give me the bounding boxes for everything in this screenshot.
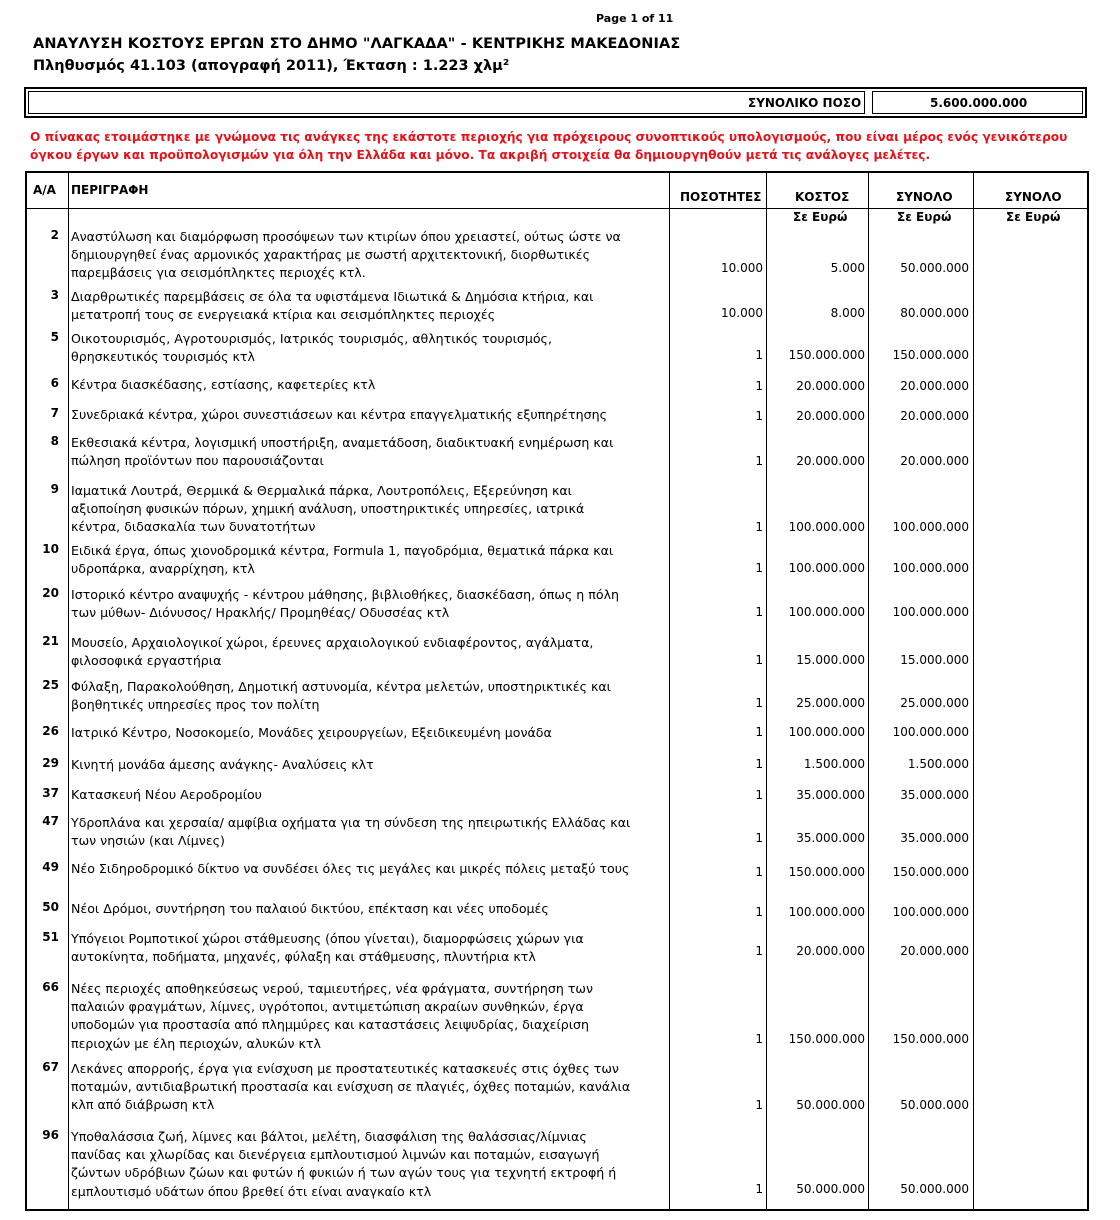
row-cost: 8.000 — [830, 306, 865, 320]
row-number: 25 — [42, 678, 59, 692]
description-line: κλπ από διάβρωση κτλ — [71, 1097, 215, 1113]
description-line: Φύλαξη, Παρακολούθηση, Δημοτική αστυνομία, κέντρα μελετών, υποστηρικτικές και — [71, 679, 611, 694]
description-line: Νέο Σιδηροδρομικό δίκτυο να συνδέσει όλες τις μεγάλες και μικρές πόλεις μεταξύ τους — [71, 861, 630, 876]
row-cost: 1.500.000 — [803, 757, 865, 771]
description-line: μετατροπή τους σε ενεργειακά κτίρια και σεισμόπληκτες περιοχές — [71, 307, 496, 323]
total-amount-label: ΣΥΝΟΛΙΚΟ ΠΟΣΟ — [748, 96, 862, 110]
description-line: Κέντρα διασκέδασης, εστίασης, καφετερίες κτλ — [71, 377, 376, 392]
row-description — [71, 900, 671, 918]
total-label-cell — [28, 91, 865, 114]
row-total: 20.000.000 — [900, 379, 969, 393]
row-quantity: 1 — [755, 725, 763, 739]
row-description — [71, 786, 671, 804]
row-cost: 20.000.000 — [796, 379, 865, 393]
row-number: 66 — [42, 980, 59, 994]
row-total: 100.000.000 — [892, 605, 969, 619]
row-cost: 35.000.000 — [796, 788, 865, 802]
column-divider — [868, 173, 869, 1209]
document-subtitle: Πληθυσμός 41.103 (απογραφή 2011), Έκταση : 1.223 χλμ² — [33, 58, 510, 74]
row-description — [71, 482, 671, 537]
row-quantity: 1 — [755, 520, 763, 534]
row-quantity: 1 — [755, 454, 763, 468]
row-quantity: 1 — [755, 944, 763, 958]
row-total: 150.000.000 — [892, 865, 969, 879]
row-number: 51 — [42, 930, 59, 944]
description-line: αυτοκίνητα, ποδήματα, μηχανές, φύλαξη και στάθμευσης, πλυντήρια κτλ — [71, 949, 536, 965]
description-line: ζώντων υδρόβιων ζώων και φυτών ή φυκιών ή των αγών τους για τεχνητή εκτροφή ή — [71, 1165, 617, 1181]
description-line: των νησιών (και Λίμνες) — [71, 833, 225, 849]
description-line: των μύθων- Διόνυσος/ Ηρακλής/ Προμηθέας/ Οδυσσέας κτλ — [71, 605, 450, 621]
row-description — [71, 406, 671, 424]
row-number: 5 — [50, 330, 59, 344]
description-line: δημιουργηθεί ένας αρμονικός χαρακτήρας με σωστή αρχιτεκτονική, διορθωτικές — [71, 247, 590, 263]
row-cost: 150.000.000 — [788, 348, 865, 362]
description-line: Διαρθρωτικές παρεμβάσεις σε όλα τα υφιστάμενα Ιδιωτικά & Δημόσια κτήρια, και — [71, 289, 594, 304]
row-total: 50.000.000 — [900, 1098, 969, 1112]
row-quantity: 1 — [755, 865, 763, 879]
row-description — [71, 1128, 671, 1201]
row-description — [71, 288, 671, 324]
row-quantity: 1 — [755, 696, 763, 710]
description-line: Λεκάνες απορροής, έργα για ενίσχυση με προστατευτικές κατασκευές στις όχθες των — [71, 1061, 619, 1076]
header-cost: ΚΟΣΤΟΣ — [795, 190, 850, 204]
row-quantity: 1 — [755, 905, 763, 919]
row-number: 7 — [50, 406, 59, 420]
disclaimer-line: όγκου έργων και προϋπολογισμών για όλη την Ελλάδα και μόνο. Τα ακριβή στοιχεία θα δημιουργηθούν μετά τις ανάλογες μελέτες. — [30, 148, 931, 162]
row-description — [71, 634, 671, 670]
row-number: 3 — [50, 288, 59, 302]
row-cost: 25.000.000 — [796, 696, 865, 710]
description-line: φιλοσοφικά εργαστήρια — [71, 653, 222, 669]
column-divider — [766, 173, 767, 1209]
row-total: 20.000.000 — [900, 944, 969, 958]
description-line: υδροπάρκα, αναρρίχηση, κτλ — [71, 561, 255, 577]
row-cost: 15.000.000 — [796, 653, 865, 667]
row-quantity: 1 — [755, 409, 763, 423]
row-quantity: 10.000 — [721, 261, 763, 275]
page-number: Page 1 of 11 — [596, 12, 674, 25]
row-number: 9 — [50, 482, 59, 496]
row-quantity: 10.000 — [721, 306, 763, 320]
cost-table — [25, 171, 1089, 1211]
row-quantity: 1 — [755, 831, 763, 845]
header-total-2-unit: Σε Ευρώ — [1006, 210, 1061, 224]
header-aa: Α/Α — [33, 183, 56, 197]
description-line: Οικοτουρισμός, Αγροτουρισμός, Ιατρικός τουρισμός, αθλητικός τουρισμός, — [71, 331, 552, 346]
description-line: Ιαματικά Λουτρά, Θερμικά & Θερμαλικά πάρκα, Λουτροπόλεις, Εξερεύνηση και — [71, 483, 572, 498]
row-total: 35.000.000 — [900, 788, 969, 802]
row-total: 100.000.000 — [892, 725, 969, 739]
description-line: Ειδικά έργα, όπως χιονοδρομικά κέντρα, Formula 1, παγοδρόμια, θεματικά πάρκα και — [71, 543, 614, 558]
description-line: ποταμών, αντιδιαβρωτική προστασία και ενίσχυση σε πλαγιές, όχθες ποταμών, κανάλια — [71, 1079, 631, 1095]
row-description — [71, 586, 671, 622]
column-divider — [68, 173, 69, 1209]
row-cost: 150.000.000 — [788, 865, 865, 879]
row-total: 100.000.000 — [892, 561, 969, 575]
row-description — [71, 228, 671, 283]
description-line: Ιστορικό κέντρο αναψυχής - κέντρου μάθησης, βιβλιοθήκες, διασκέδαση, όπως η πόλη — [71, 587, 620, 602]
row-number: 29 — [42, 756, 59, 770]
header-total-2: ΣΥΝΟΛΟ — [1005, 190, 1062, 204]
row-description — [71, 1060, 671, 1115]
row-total: 150.000.000 — [892, 1032, 969, 1046]
row-cost: 100.000.000 — [788, 905, 865, 919]
description-line: Κινητή μονάδα άμεσης ανάγκης- Αναλύσεις κλτ — [71, 757, 374, 772]
row-description — [71, 724, 671, 742]
description-line: Νέες περιοχές αποθηκεύσεως νερού, ταμιευτήρες, νέα φράγματα, συντήρηση των — [71, 981, 594, 996]
row-quantity: 1 — [755, 1182, 763, 1196]
row-description — [71, 330, 671, 366]
description-line: Υπόγειοι Ρομποτικοί χώροι στάθμευσης (όπου γίνεται), διαμορφώσεις χώρων για — [71, 931, 584, 946]
description-line: περιοχών με έλη περιοχών, αλυκών κτλ — [71, 1035, 321, 1051]
row-cost: 100.000.000 — [788, 725, 865, 739]
row-quantity: 1 — [755, 605, 763, 619]
row-cost: 100.000.000 — [788, 605, 865, 619]
row-number: 21 — [42, 634, 59, 648]
row-quantity: 1 — [755, 348, 763, 362]
row-cost: 5.000 — [830, 261, 865, 275]
row-cost: 150.000.000 — [788, 1032, 865, 1046]
row-cost: 50.000.000 — [796, 1182, 865, 1196]
description-line: Κατασκευή Νέου Αεροδρομίου — [71, 787, 262, 802]
description-line: πανίδας και χλωρίδας και διενέργεια εμπλουτισμού λιμνών και ποταμών, εισαγωγή — [71, 1147, 600, 1163]
row-quantity: 1 — [755, 379, 763, 393]
description-line: Μουσείο, Αρχαιολογικοί χώροι, έρευνες αρχαιολογικού ενδιαφέροντος, αγάλματα, — [71, 635, 594, 650]
row-number: 20 — [42, 586, 59, 600]
disclaimer-line: Ο πίνακας ετοιμάστηκε με γνώμονα τις ανάγκες της εκάστοτε περιοχής για πρόχειρους συνοπτικούς υπολογισμούς, που είναι μέρος ενός γενικότερου — [30, 130, 1068, 144]
description-line: θρησκευτικός τουρισμός κτλ — [71, 349, 255, 365]
row-total: 1.500.000 — [907, 757, 969, 771]
row-description — [71, 756, 671, 774]
row-cost: 35.000.000 — [796, 831, 865, 845]
row-number: 8 — [50, 434, 59, 448]
row-total: 50.000.000 — [900, 261, 969, 275]
row-description — [71, 376, 671, 394]
row-cost: 20.000.000 — [796, 409, 865, 423]
total-amount-value: 5.600.000.000 — [930, 96, 1028, 110]
row-total: 15.000.000 — [900, 653, 969, 667]
row-total: 25.000.000 — [900, 696, 969, 710]
header-total: ΣΥΝΟΛΟ — [896, 190, 953, 204]
description-line: Συνεδριακά κέντρα, χώροι συνεστιάσεων και κέντρα επαγγελματικής εξυπηρέτησης — [71, 407, 607, 422]
description-line: πώληση προϊόντων που παρουσιάζονται — [71, 453, 324, 469]
row-description — [71, 980, 671, 1053]
row-number: 67 — [42, 1060, 59, 1074]
row-quantity: 1 — [755, 1098, 763, 1112]
description-line: Εκθεσιακά κέντρα, λογισμική υποστήριξη, αναμετάδοση, διαδικτυακή ενημέρωση και — [71, 435, 614, 450]
row-cost: 100.000.000 — [788, 561, 865, 575]
row-quantity: 1 — [755, 788, 763, 802]
row-number: 10 — [42, 542, 59, 556]
header-total-unit: Σε Ευρώ — [897, 210, 952, 224]
row-number: 50 — [42, 900, 59, 914]
row-number: 6 — [50, 376, 59, 390]
total-amount-box — [24, 87, 1087, 118]
header-divider — [27, 208, 1087, 209]
row-total: 100.000.000 — [892, 520, 969, 534]
row-total: 20.000.000 — [900, 409, 969, 423]
row-total: 20.000.000 — [900, 454, 969, 468]
column-divider — [973, 173, 974, 1209]
description-line: παρεμβάσεις για σεισμόπληκτες περιοχές κτλ. — [71, 265, 366, 281]
description-line: εμπλουτισμό υδάτων όπου βρεθεί ότι είναι αναγκαίο κτλ — [71, 1183, 432, 1199]
disclaimer-notice — [30, 128, 1090, 164]
row-total: 35.000.000 — [900, 831, 969, 845]
row-cost: 50.000.000 — [796, 1098, 865, 1112]
description-line: Υποθαλάσσια ζωή, λίμνες και βάλτοι, μελέτη, διασφάλιση της θαλάσσιας/λίμνιας — [71, 1129, 587, 1144]
row-description — [71, 930, 671, 966]
row-number: 26 — [42, 724, 59, 738]
header-description: ΠΕΡΙΓΡΑΦΗ — [71, 183, 149, 197]
document-title: ΑΝΑΥΛΥΣΗ ΚΟΣΤΟΥΣ ΕΡΓΩΝ ΣΤΟ ΔΗΜΟ "ΛΑΓΚΑΔΑ" - ΚΕΝΤΡΙΚΗΣ ΜΑΚΕΔΟΝΙΑΣ — [33, 36, 681, 52]
row-total: 100.000.000 — [892, 905, 969, 919]
description-line: βοηθητικές υπηρεσίες προς τον πολίτη — [71, 697, 320, 713]
row-total: 50.000.000 — [900, 1182, 969, 1196]
description-line: κέντρα, διδασκαλία των δυνατοτήτων — [71, 519, 316, 535]
row-description — [71, 542, 671, 578]
description-line: Υδροπλάνα και χερσαία/ αμφίβια οχήματα για τη σύνδεση της ηπειρωτικής Ελλάδας και — [71, 815, 631, 830]
row-cost: 20.000.000 — [796, 454, 865, 468]
row-quantity: 1 — [755, 757, 763, 771]
row-description — [71, 678, 671, 714]
description-line: Αναστύλωση και διαμόρφωση προσόψεων των κτιρίων όπου χρειαστεί, ούτως ώστε να — [71, 229, 621, 244]
row-quantity: 1 — [755, 1032, 763, 1046]
description-line: αξιοποίηση φυσικών πόρων, χημική ανάλυση, υποστηρικτικές υπηρεσίες, ιατρικά — [71, 501, 585, 517]
row-description — [71, 434, 671, 470]
row-number: 96 — [42, 1128, 59, 1142]
row-number: 47 — [42, 814, 59, 828]
row-number: 49 — [42, 860, 59, 874]
row-cost: 20.000.000 — [796, 944, 865, 958]
description-line: Νέοι Δρόμοι, συντήρηση του παλαιού δικτύου, επέκταση και νέες υποδομές — [71, 901, 549, 916]
row-description — [71, 814, 671, 850]
row-cost: 100.000.000 — [788, 520, 865, 534]
description-line: παλαιών φραγμάτων, λίμνες, υγρότοποι, αντιμετώπιση ακραίων συνθηκών, έργα — [71, 999, 584, 1015]
description-line: υποδομών για προστασία από πλημμύρες και καταστάσεις λειψυδρίας, διαχείριση — [71, 1017, 589, 1033]
row-total: 80.000.000 — [900, 306, 969, 320]
header-cost-unit: Σε Ευρώ — [793, 210, 848, 224]
row-quantity: 1 — [755, 561, 763, 575]
row-number: 2 — [50, 228, 59, 242]
row-number: 37 — [42, 786, 59, 800]
header-quantities: ΠΟΣΟΤΗΤΕΣ — [680, 190, 762, 204]
row-description — [71, 860, 671, 878]
description-line: Ιατρικό Κέντρο, Νοσοκομείο, Μονάδες χειρουργείων, Εξειδικευμένη μονάδα — [71, 725, 552, 740]
row-quantity: 1 — [755, 653, 763, 667]
row-total: 150.000.000 — [892, 348, 969, 362]
